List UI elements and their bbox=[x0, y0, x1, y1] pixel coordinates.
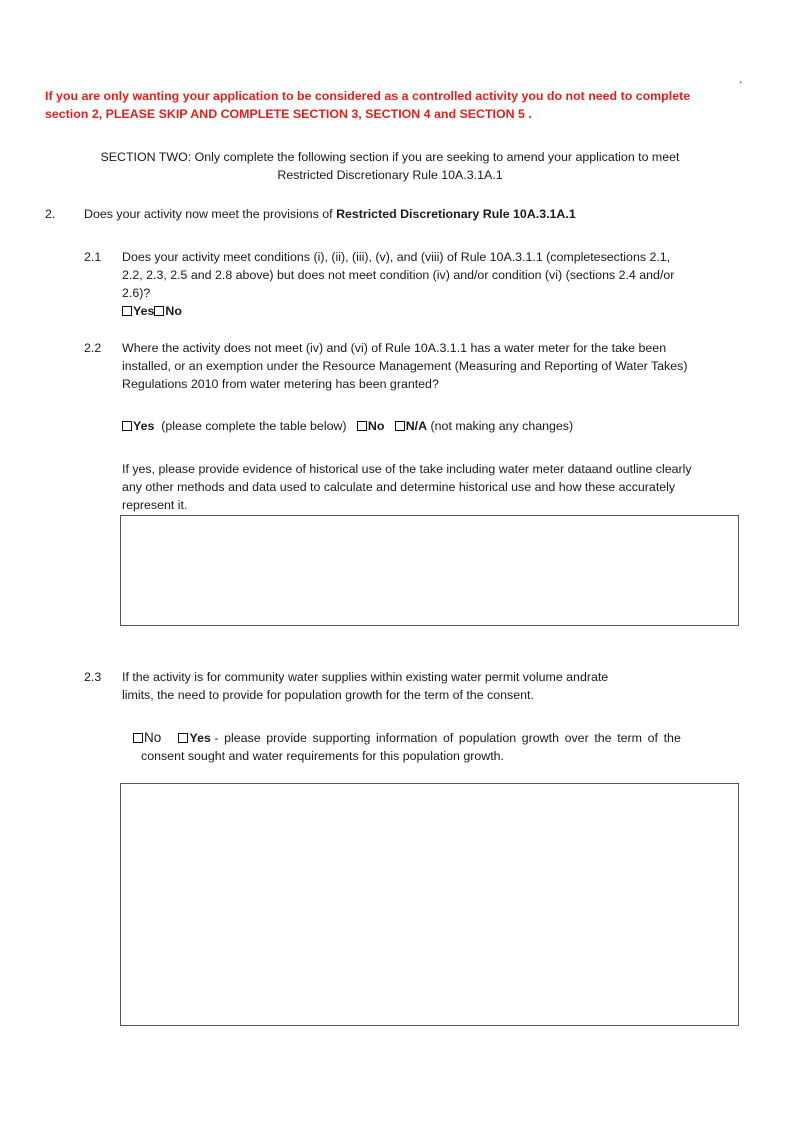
question-2-number: 2. bbox=[45, 207, 56, 221]
no-label: No bbox=[144, 730, 162, 745]
na-label: N/A bbox=[405, 419, 428, 433]
yes-label: Yes bbox=[133, 419, 155, 433]
notice-line-1: If you are only wanting your application to be considered as a controlled activity you do not need to complete bbox=[45, 89, 691, 103]
question-2-2-line-1: Where the activity does not meet (iv) and (vi) of Rule 10A.3.1.1 has a water meter for the take been bbox=[122, 341, 667, 355]
question-2-2-options bbox=[122, 417, 573, 435]
question-2-2-line-2: installed, or an exemption under the Resource Management (Measuring and Reporting of Water Takes) bbox=[122, 359, 688, 373]
question-2-2-line-3: Regulations 2010 from water metering has been granted? bbox=[122, 377, 439, 391]
na-note: (not making any changes) bbox=[430, 419, 574, 433]
question-2-label: Does your activity now meet the provisions of bbox=[84, 207, 337, 221]
question-2-3-line-2: limits, the need to provide for population growth for the term of the consent. bbox=[122, 688, 534, 702]
yes-note-line-2: consent sought and water requirements for this population growth. bbox=[141, 749, 504, 763]
yes-checkbox[interactable] bbox=[122, 421, 132, 431]
question-2-1-line-3: 2.6)? bbox=[122, 286, 151, 300]
no-checkbox[interactable] bbox=[133, 733, 143, 743]
question-2-1-number: 2.1 bbox=[84, 250, 102, 264]
yes-note: (please complete the table below) bbox=[161, 419, 347, 433]
question-2-text bbox=[84, 205, 576, 223]
corner-mark: . bbox=[739, 72, 743, 86]
question-2-1-line-2: 2.2, 2.3, 2.5 and 2.8 above) but does not meet condition (iv) and/or condition (vi) (sections 2.4 and/or bbox=[122, 268, 675, 282]
evidence-line-3: represent it. bbox=[122, 498, 188, 512]
question-2-1-options bbox=[122, 302, 182, 320]
no-label: No bbox=[367, 419, 385, 433]
na-checkbox[interactable] bbox=[395, 421, 405, 431]
yes-checkbox[interactable] bbox=[122, 306, 132, 316]
question-2-3-options bbox=[133, 729, 681, 747]
evidence-input-box[interactable] bbox=[120, 515, 739, 626]
yes-note-line-1: - please provide supporting information of population growth over the term of the bbox=[214, 731, 681, 745]
no-checkbox[interactable] bbox=[154, 306, 164, 316]
yes-checkbox[interactable] bbox=[178, 733, 188, 743]
yes-label: Yes bbox=[133, 304, 155, 318]
question-2-3-number: 2.3 bbox=[84, 670, 102, 684]
evidence-line-1: If yes, please provide evidence of historical use of the take including water meter dataand outline clearly bbox=[122, 462, 692, 476]
question-2-3-line-1: If the activity is for community water supplies within existing water permit volume andrate bbox=[122, 670, 609, 684]
no-label: No bbox=[165, 304, 182, 318]
question-2-rule: Restricted Discretionary Rule 10A.3.1A.1 bbox=[336, 207, 576, 221]
yes-label: Yes bbox=[189, 731, 211, 745]
notice-line-2: section 2, PLEASE SKIP AND COMPLETE SECTION 3, SECTION 4 and SECTION 5 . bbox=[45, 107, 532, 121]
section-heading-line-2: Restricted Discretionary Rule 10A.3.1A.1 bbox=[277, 168, 503, 182]
section-heading-line-1: SECTION TWO: Only complete the following section if you are seeking to amend your application to meet bbox=[100, 150, 680, 164]
no-checkbox[interactable] bbox=[357, 421, 367, 431]
evidence-line-2: any other methods and data used to calculate and determine historical use and how these accurately bbox=[122, 480, 676, 494]
question-2-2-number: 2.2 bbox=[84, 341, 102, 355]
population-growth-input-box[interactable] bbox=[120, 783, 739, 1026]
question-2-1-line-1: Does your activity meet conditions (i), (ii), (iii), (v), and (viii) of Rule 10A.3.1.1 (completesections 2.1, bbox=[122, 250, 671, 264]
